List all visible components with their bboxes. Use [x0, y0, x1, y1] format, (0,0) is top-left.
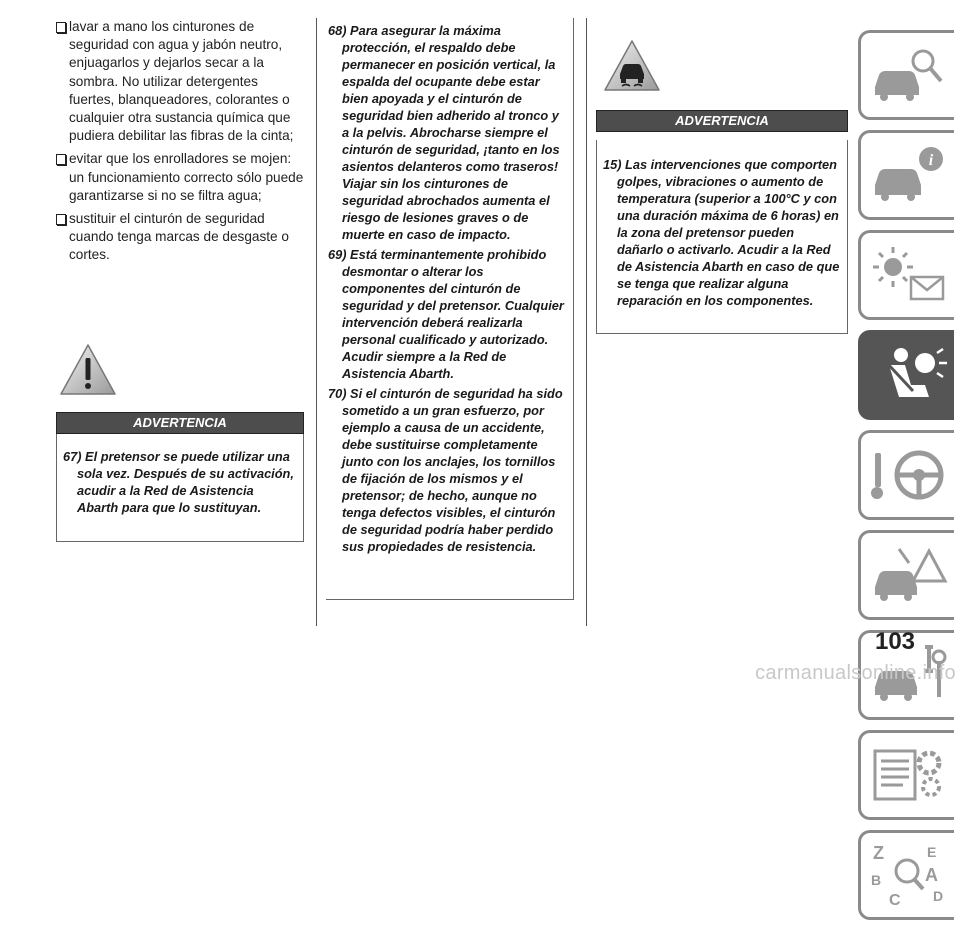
warning-box — [56, 434, 304, 542]
tab-technical-data[interactable] — [858, 730, 954, 820]
car-info-icon — [869, 141, 949, 211]
tab-lights-messages[interactable] — [858, 230, 954, 320]
car-skid-warning-icon — [602, 38, 662, 94]
tab-index[interactable] — [858, 830, 954, 920]
svg-text:Z: Z — [873, 843, 884, 863]
chapter-sidebar — [858, 30, 960, 930]
warning-item: 70) Si el cinturón de seguridad ha sido sometido a un gran esfuerzo, por ejemplo a causa de un accidente, debe sustituirse completamente junto con los anclajes, los tornillos de fijación de los mismos y el pretensor; de hecho, aunque no tenga defectos visibles, el cinturón de seguridad podría haber perdido sus propiedades de resistencia. — [328, 386, 563, 554]
page-number: 103 — [874, 628, 916, 655]
alphabet-index-icon — [869, 841, 949, 911]
warning-item: 67) El pretensor se puede utilizar una sola vez. Después de su activación, acudir a la Red de Asistencia Abarth para que lo sustituyan. — [63, 449, 294, 515]
tab-starting-driving[interactable] — [858, 430, 954, 520]
warning-item: 68) Para asegurar la máxima protección, el respaldo debe permanecer en posición vertical, la espalda del ocupante debe estar bien apoyada y el cinturón de seguridad bien adherido al tronco y a la pelvis. Abrocharse siempre el cinturón de seguridad, ¡tanto en los asientos delanteros como traseros! Viajar sin los cinturones de seguridad abrochados aumenta el riesgo de lesiones graves o de muerte en caso de impacto. — [328, 23, 560, 242]
svg-text:A: A — [925, 865, 938, 885]
warning-header: ADVERTENCIA — [56, 412, 304, 434]
svg-text:D: D — [933, 888, 944, 904]
list-item: lavar a mano los cinturones de seguridad con agua y jabón neutro, enjuagarlos y dejarlos secar a la sombra. No utilizar detergentes fuertes, blanqueadores, colorantes o cualquier otra sustancia química que pudiera debilitar las fibras de la cinta; — [56, 18, 306, 145]
bullet-list — [56, 18, 306, 265]
specs-gear-icon — [869, 741, 949, 811]
warning-header: ADVERTENCIA — [596, 110, 848, 132]
warning-box-middle — [326, 18, 574, 600]
svg-text:E: E — [927, 844, 937, 860]
svg-text:i: i — [928, 152, 934, 169]
watermark: carmanualsonline.info — [755, 662, 956, 684]
list-item: evitar que los enrolladores se mojen: un funcionamiento correcto sólo puede garantizarse si no se filtra agua; — [56, 150, 306, 205]
warning-item: 69) Está terminantemente prohibido desmontar o alterar los componentes del cinturón de seguridad y del pretensor. Cualquier intervención deberá realizarla personal cualificado y autorizado. Acudir siempre a la Red de Asistencia Abarth. — [328, 247, 564, 381]
seatbelt-airbag-icon — [869, 341, 949, 411]
column-3 — [596, 18, 848, 334]
column-2 — [326, 18, 574, 600]
tab-car-info[interactable] — [858, 130, 954, 220]
column-1 — [56, 18, 306, 515]
column-divider — [586, 18, 587, 626]
tab-car-search[interactable] — [858, 30, 954, 120]
light-message-icon — [869, 241, 949, 311]
svg-text:C: C — [889, 892, 901, 909]
car-search-icon — [869, 41, 949, 111]
warning-item: 15) Las intervenciones que comporten golpes, vibraciones o aumento de temperatura (superior a 100°C y con una duración máxima de 6 horas) en la zona del pretensor pueden dañarlo o activarlo. Acudir a la Red de Asistencia Abarth en caso de que se tenga que realizar alguna reparación en los componentes. — [603, 157, 840, 308]
steering-wheel-icon — [869, 441, 949, 511]
warning-box — [596, 140, 848, 334]
warning-block-left — [56, 342, 304, 542]
svg-text:B: B — [871, 872, 882, 888]
exclamation-warning-icon — [58, 342, 118, 398]
tab-emergency[interactable] — [858, 530, 954, 620]
tab-safety[interactable] — [858, 330, 954, 420]
car-warning-icon — [869, 541, 949, 611]
list-item: sustituir el cinturón de seguridad cuando tenga marcas de desgaste o cortes. — [56, 210, 306, 265]
column-divider — [316, 18, 317, 626]
